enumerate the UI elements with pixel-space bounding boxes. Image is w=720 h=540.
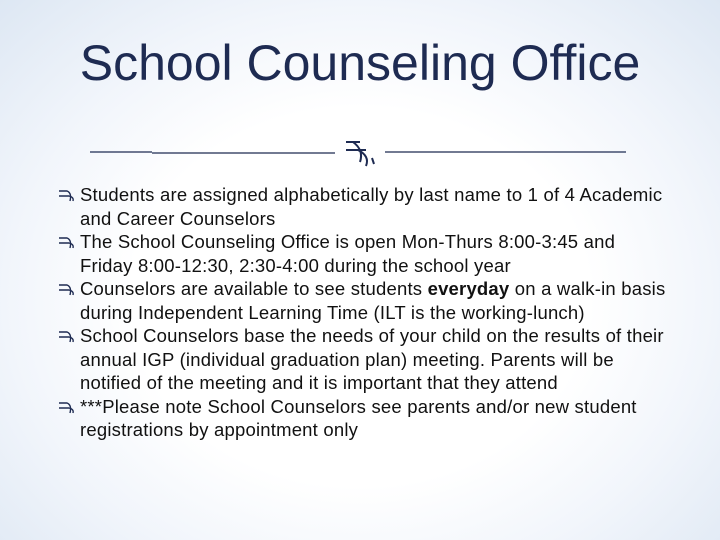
bullet-text-part: Counselors are available to see students [80,278,428,299]
bullet-item [58,183,668,230]
curled-double-arrow-icon [58,235,75,249]
bullet-text: ***Please note School Counselors see parents and/or new student registrations by appointment only [80,395,637,440]
bullet-emphasis: everyday [427,278,510,299]
curled-double-arrow-icon [58,329,75,343]
bullet-text: School Counselors base the needs of your child on the results of their annual IGP (individual graduation plan) meeting. Parents will be notified of the meeting and it is important that they attend [80,325,664,393]
curled-double-arrow-icon [58,400,75,414]
bullet-item [58,395,668,442]
bullet-text: The School Counseling Office is open Mon-Thurs 8:00-3:45 and Friday 8:00-12:30, 2:30-4:00 during the school year [80,231,616,276]
slide-title: School Counseling Office [79,35,641,91]
bullet-item [58,324,668,395]
bullet-item [58,230,668,277]
curled-double-arrow-icon [58,282,75,296]
bullet-text-part: on a walk-in basis during Independent Learning Time (ILT is the working-lunch) [80,278,666,323]
bullet-list [58,183,668,442]
curled-double-arrow-icon [346,142,374,166]
bullet-item [58,277,668,324]
title-divider [90,130,630,170]
curled-double-arrow-icon [58,188,75,202]
bullet-text: Students are assigned alphabetically by last name to 1 of 4 Academic and Career Counselors [80,184,663,229]
